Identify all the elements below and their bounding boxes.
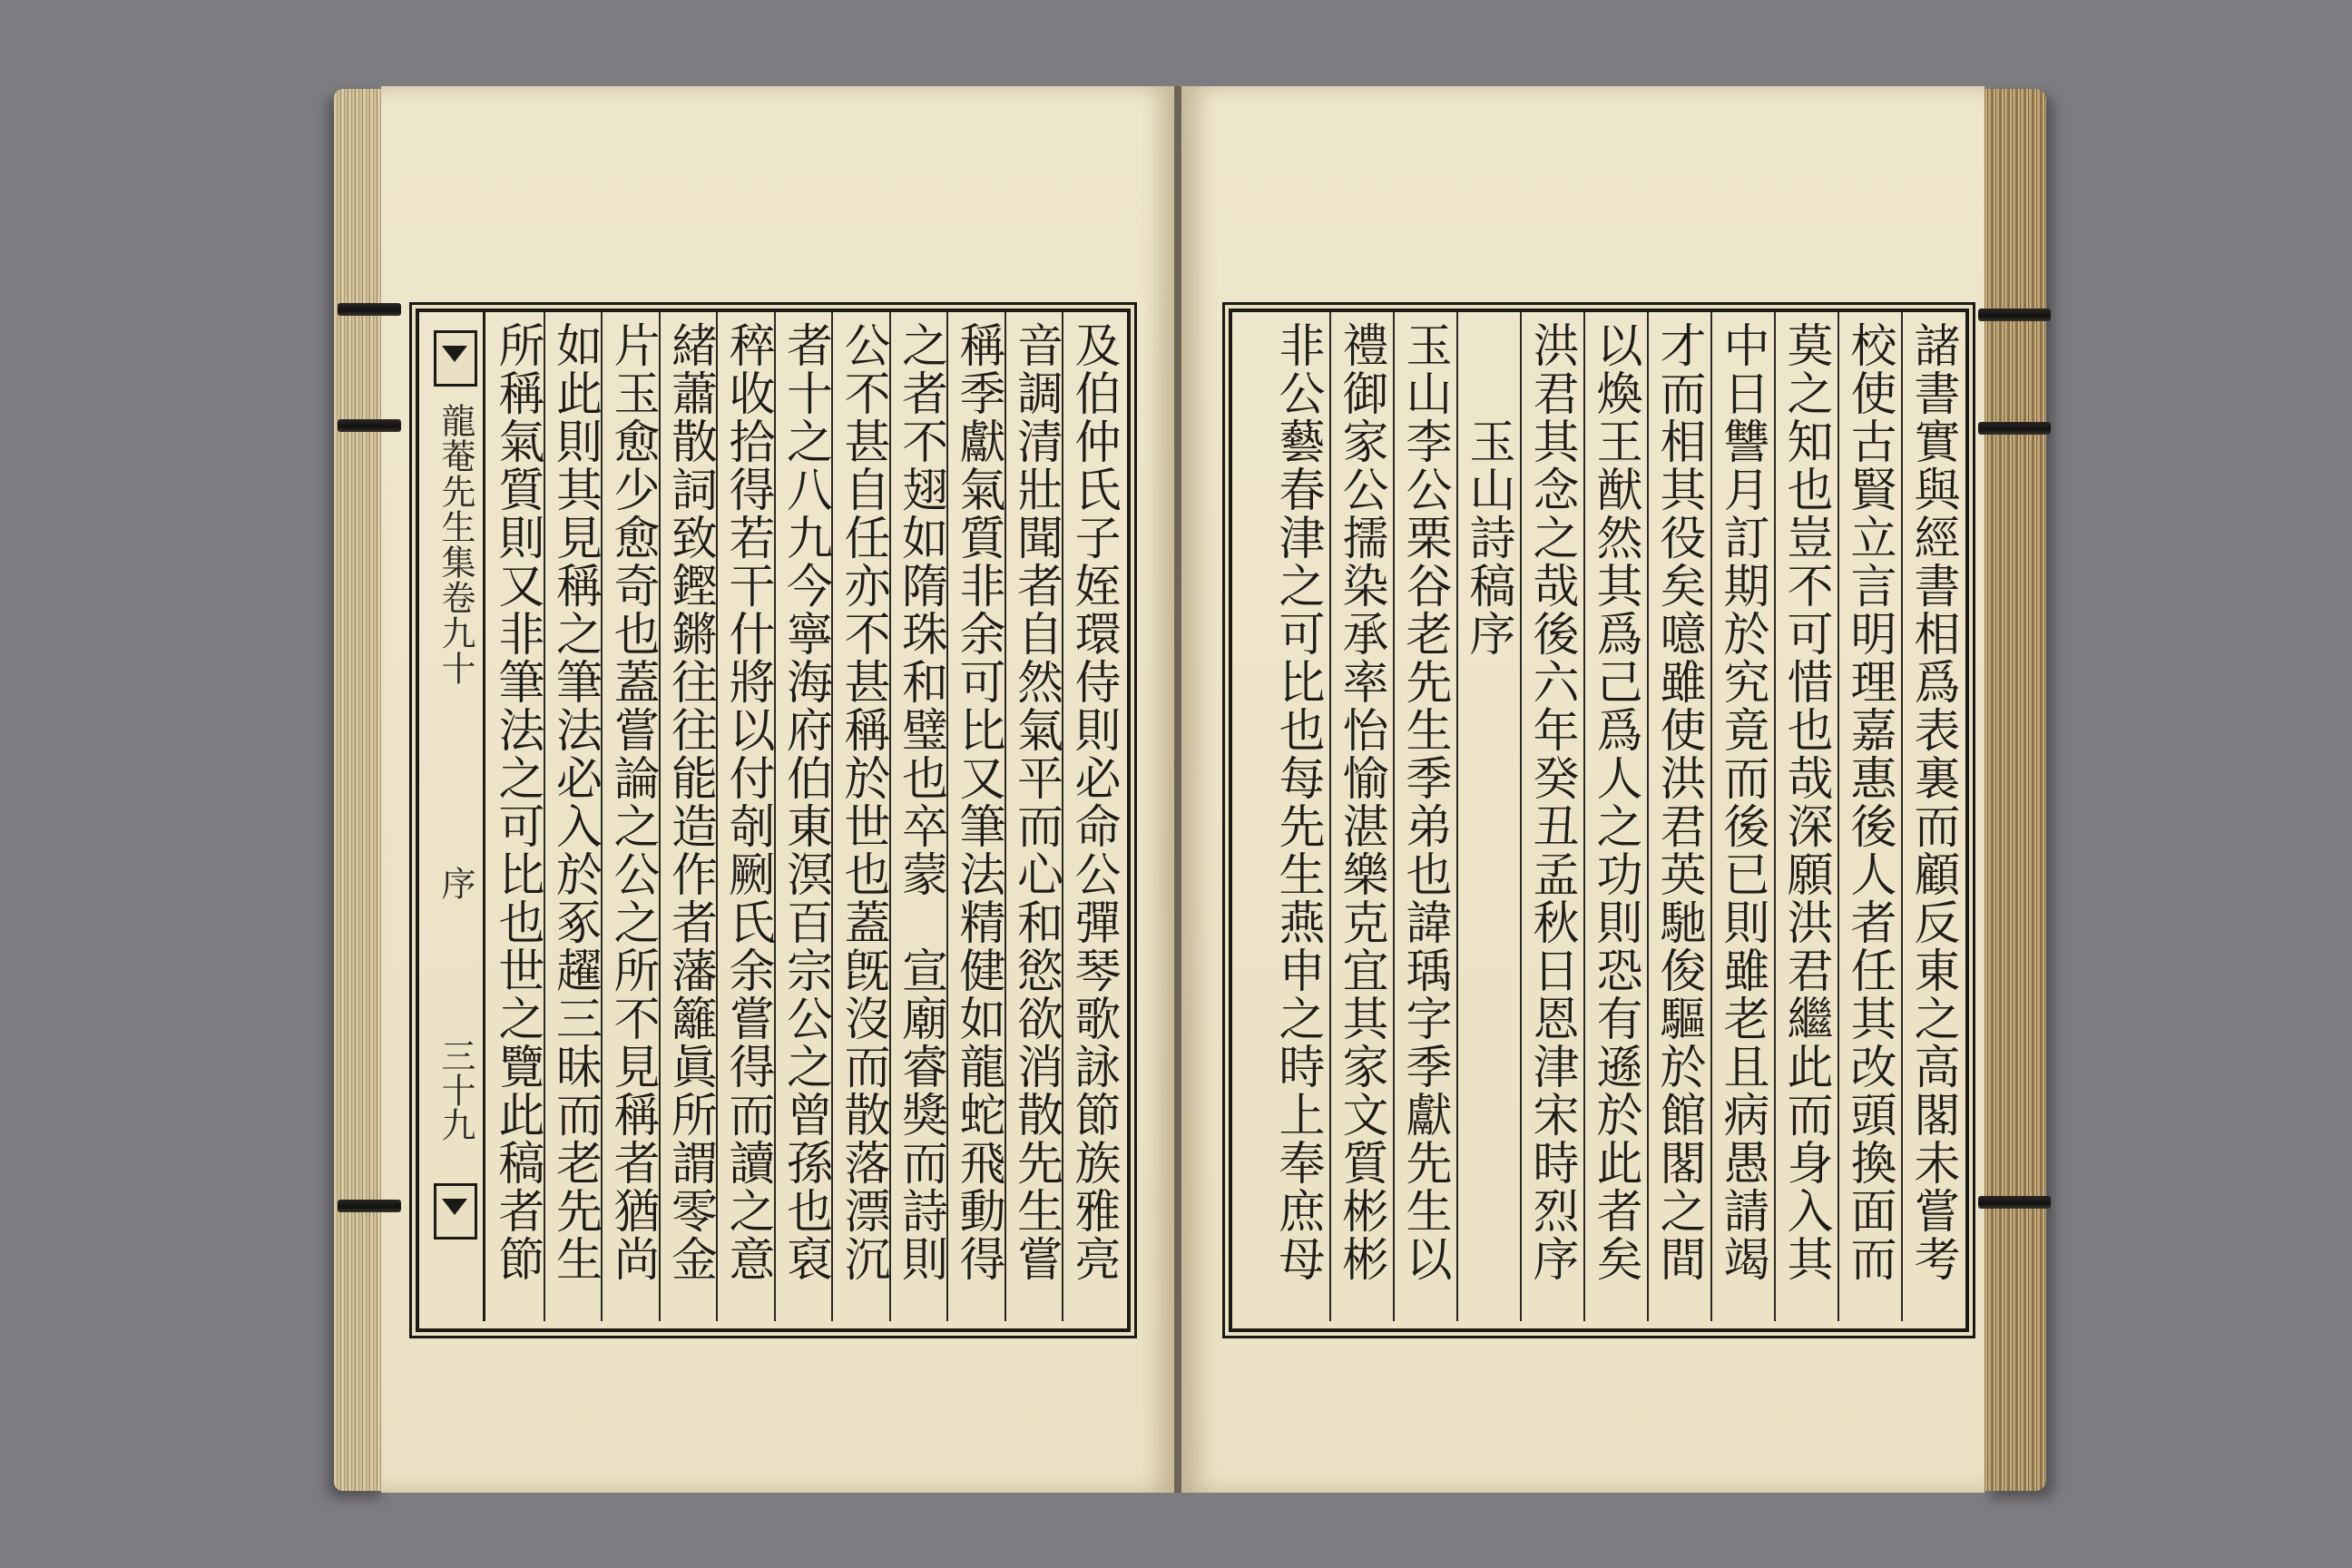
left-text-column: 音調清壯聞者自然氣平而心和慾欲消散先生嘗: [1008, 321, 1063, 1283]
right-text-frame: [1229, 309, 1969, 1332]
binding-thread: [1978, 1196, 2051, 1209]
left-text-frame: [416, 309, 1131, 1332]
left-text-column: 如此則其見稱之筆法必入於豖趯三昧而老先生: [547, 321, 602, 1283]
column-rule: [1901, 312, 1903, 1321]
binding-thread: [338, 303, 401, 316]
binding-thread: [1978, 309, 2051, 321]
plate-center-strip: [426, 312, 485, 1321]
right-text-column: 才而相其役矣噫雖使洪君英馳俊驅於館閣之間: [1651, 321, 1705, 1283]
column-rule: [1710, 312, 1712, 1321]
left-text-column: 稱季獻氣質非余可比又筆法精健如龍蛇飛動得: [951, 321, 1004, 1283]
right-text-column: 校使古賢立言明理嘉惠後人者任其改頭換面而: [1842, 321, 1896, 1283]
right-text-column: 中日讐月訂期於究竟而後已則雖老且病愚請竭: [1715, 321, 1769, 1283]
left-text-column: 之者不翅如隋珠和璧也卒蒙 宣廟睿獎而詩則: [893, 321, 947, 1283]
right-text-column: 玉山詩稿序: [1461, 321, 1514, 658]
left-text-column: 及伯仲氏子姪環侍則必命公彈琴歌詠節族雅亮: [1066, 321, 1120, 1283]
column-rule: [1393, 312, 1395, 1321]
binding-thread: [338, 419, 401, 432]
right-text-column: 諸書實與經書相爲表裏而顧反東之高閣未嘗考: [1906, 321, 1959, 1283]
binding-thread: [1978, 422, 2051, 435]
left-text-column: 片玉愈少愈奇也蓋嘗論之公之所不見稱者猶尚: [605, 321, 659, 1283]
right-text-column: 玉山李公栗谷老先生季弟也諱瑀字季獻先生以: [1397, 321, 1451, 1283]
page-edges-right: [1983, 89, 2046, 1491]
left-text-column: 所稱氣質則又非筆法之可比也世之覽此稿者節: [490, 321, 544, 1283]
left-text-column: 稡收拾得若干什將以付剞劂氏余嘗得而讀之意: [720, 321, 774, 1283]
section-label: 序: [436, 866, 475, 900]
column-rule: [1838, 312, 1839, 1321]
column-rule: [1329, 312, 1331, 1321]
fishtail-mark-bottom: [434, 1183, 477, 1240]
column-rule: [1583, 312, 1585, 1321]
left-text-column: 者十之八九今寧海府伯東溟百宗公之曾孫也裒: [778, 321, 832, 1283]
page-edges-left: [334, 89, 387, 1491]
right-text-column: 莫之知也豈不可惜也哉深願洪君繼此而身入其: [1779, 321, 1832, 1283]
fishtail-mark-top: [434, 330, 477, 387]
right-text-column: 禮御家公擩染承率怡愉湛樂克宜其家文質彬彬: [1334, 321, 1387, 1283]
collection-title: 龍菴先生集卷九十: [436, 403, 475, 686]
left-text-column: 公不甚自任亦不甚稱於世也蓋旣沒而散落漂沉: [836, 321, 889, 1283]
binding-thread: [338, 1200, 401, 1212]
column-rule: [1774, 312, 1776, 1321]
right-text-column: 以煥王猷然其爲己爲人之功則恐有遜於此者矣: [1588, 321, 1642, 1283]
column-rule: [1647, 312, 1649, 1321]
right-text-column: 洪君其念之哉後六年癸丑孟秋日恩津宋時烈序: [1524, 321, 1578, 1283]
left-text-column: 緒蕭散詞致鏗鏘往往能造作者藩籬眞所謂零金: [662, 321, 717, 1283]
right-text-column: 非公藝春津之可比也每先生燕申之時上奉庶母: [1270, 321, 1324, 1283]
page-number: 三十九: [436, 1038, 475, 1142]
column-rule: [1520, 312, 1522, 1321]
column-rule: [1456, 312, 1458, 1321]
